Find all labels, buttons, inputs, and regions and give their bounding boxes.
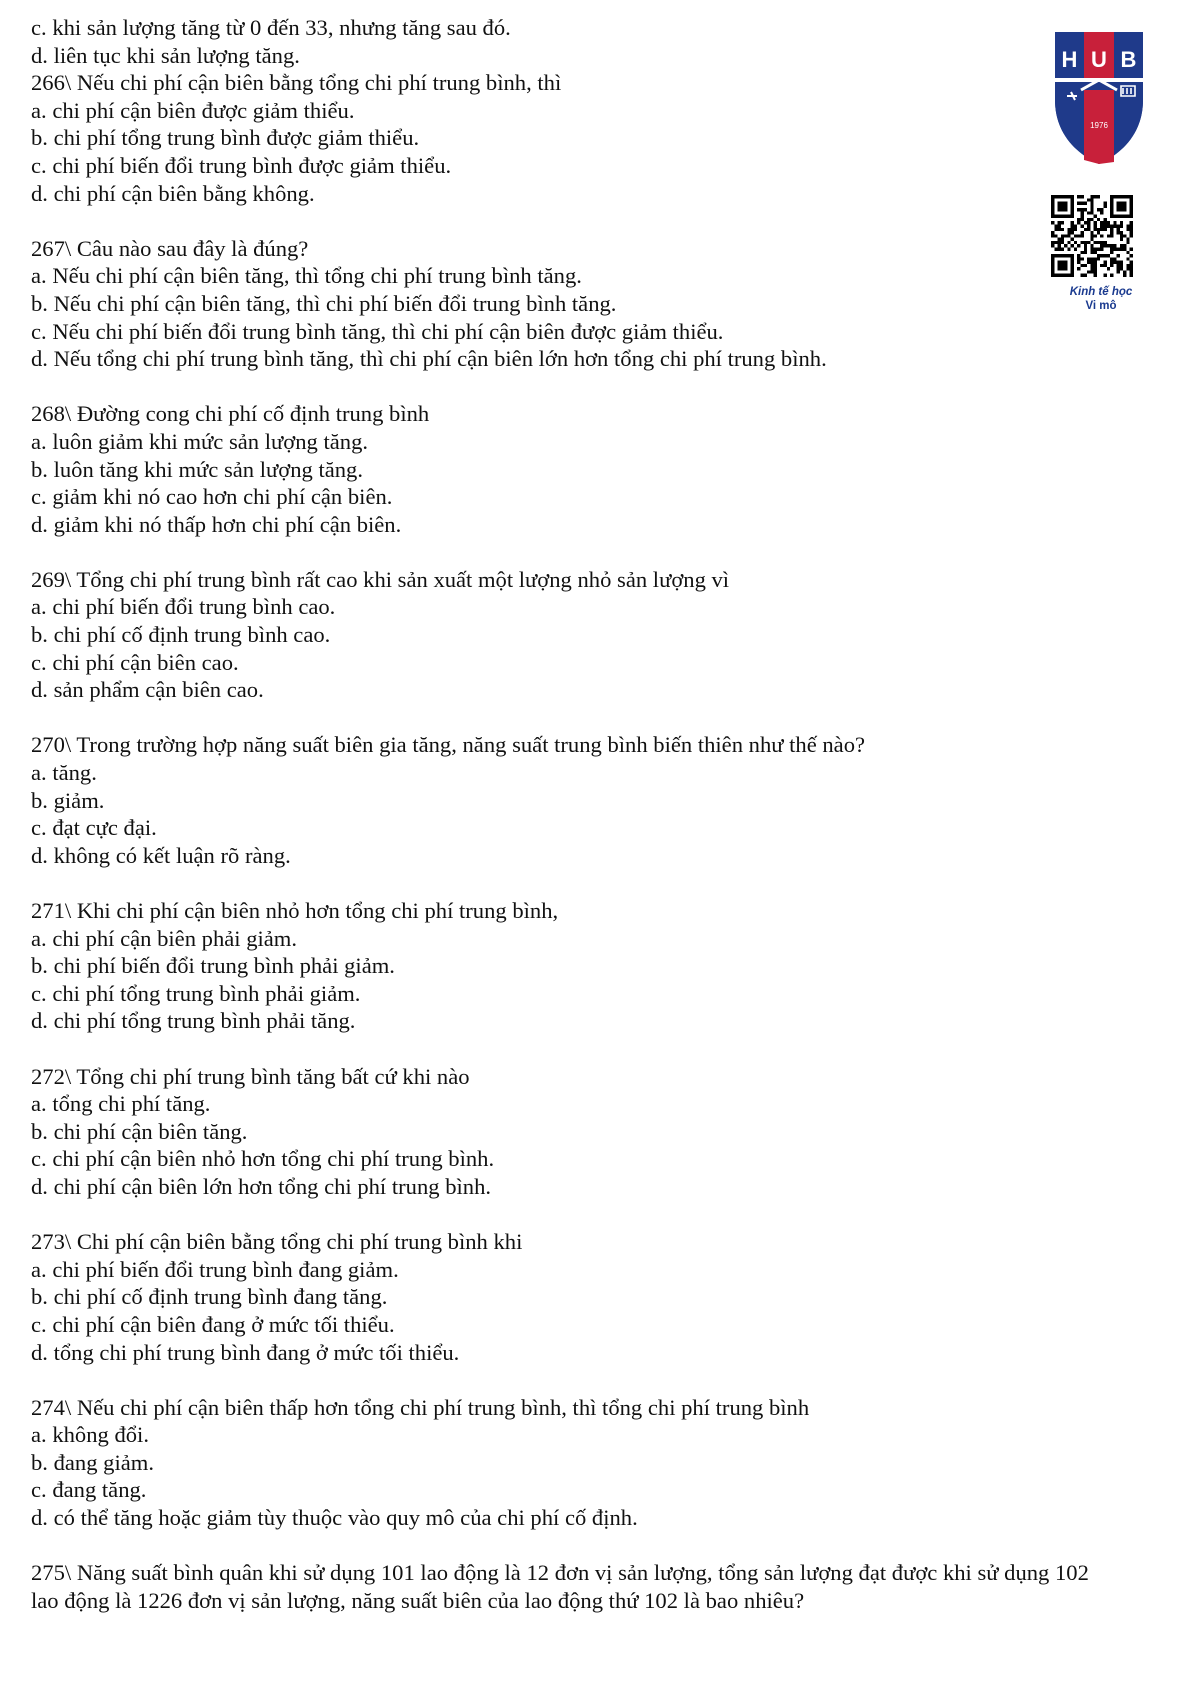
answer-option: c. chi phí cận biên cao.: [31, 649, 239, 675]
question-stem: 266\ Nếu chi phí cận biên bằng tổng chi phí trung bình, thì: [31, 70, 562, 96]
question-list: [31, 69, 1171, 1531]
logo-letter-u: U: [1091, 47, 1107, 72]
question-275: [31, 1559, 1171, 1614]
hub-branding: [1045, 30, 1160, 312]
option-c: c. khi sản lượng tăng từ 0 đến 33, nhưng tăng sau đó.: [31, 15, 511, 40]
answer-option: b. đang giảm.: [31, 1449, 154, 1475]
answer-option: d. chi phí tổng trung bình phải tăng.: [31, 1008, 356, 1034]
answer-option: d. sản phẩm cận biên cao.: [31, 677, 264, 703]
hub-logo-icon: [1051, 30, 1147, 166]
question-block: [31, 897, 1171, 1035]
answer-option: c. đang tăng.: [31, 1477, 147, 1503]
question-stem: 267\ Câu nào sau đây là đúng?: [31, 235, 309, 261]
question-block: [31, 235, 1171, 373]
answer-option: b. giảm.: [31, 787, 105, 813]
answer-option: d. giảm khi nó thấp hơn chi phí cận biên.: [31, 511, 402, 537]
question-stem: 273\ Chi phí cận biên bằng tổng chi phí trung bình khi: [31, 1229, 523, 1255]
answer-option: a. chi phí cận biên phải giảm.: [31, 925, 298, 951]
question-275-line-2: lao động là 1226 đơn vị sản lượng, năng suất biên của lao động thứ 102 là bao nhiêu?: [31, 1587, 805, 1613]
question-block: [31, 1228, 1171, 1366]
answer-option: d. có thể tăng hoặc giảm tùy thuộc vào quy mô của chi phí cố định.: [31, 1505, 638, 1531]
answer-option: b. luôn tăng khi mức sản lượng tăng.: [31, 456, 364, 482]
logo-letter-b: B: [1120, 47, 1137, 72]
answer-option: a. chi phí biến đổi trung bình đang giảm.: [31, 1256, 399, 1282]
question-block: [31, 69, 1171, 207]
carryover-options: [31, 14, 1171, 69]
answer-option: b. Nếu chi phí cận biên tăng, thì chi phí biến đổi trung bình tăng.: [31, 290, 617, 316]
answer-option: c. chi phí biến đổi trung bình được giảm thiểu.: [31, 152, 452, 178]
answer-option: a. không đổi.: [31, 1422, 149, 1448]
question-275-line-1: 275\ Năng suất bình quân khi sử dụng 101 lao động là 12 đơn vị sản lượng, tổng sản lượng đạt được khi sử dụng 102: [31, 1560, 1089, 1586]
subject-caption: [1045, 285, 1157, 313]
answer-option: a. Nếu chi phí cận biên tăng, thì tổng chi phí trung bình tăng.: [31, 263, 582, 289]
logo-year: 1976: [1090, 121, 1108, 130]
answer-option: b. chi phí cố định trung bình đang tăng.: [31, 1284, 388, 1310]
question-block: [31, 566, 1171, 704]
question-stem: 271\ Khi chi phí cận biên nhỏ hơn tổng chi phí trung bình,: [31, 898, 559, 923]
question-stem: 272\ Tổng chi phí trung bình tăng bất cứ khi nào: [31, 1063, 470, 1089]
question-block: [31, 1063, 1171, 1201]
answer-option: c. giảm khi nó cao hơn chi phí cận biên.: [31, 484, 393, 510]
answer-option: b. chi phí biến đổi trung bình phải giảm.: [31, 953, 395, 979]
answer-option: d. tổng chi phí trung bình đang ở mức tối thiểu.: [31, 1339, 460, 1365]
answer-option: c. chi phí cận biên đang ở mức tối thiểu.: [31, 1311, 395, 1337]
question-stem: 274\ Nếu chi phí cận biên thấp hơn tổng chi phí trung bình, thì tổng chi phí trung bình: [31, 1394, 810, 1420]
answer-option: d. chi phí cận biên lớn hơn tổng chi phí trung bình.: [31, 1173, 492, 1199]
answer-option: a. chi phí biến đổi trung bình cao.: [31, 594, 336, 620]
question-stem: 270\ Trong trường hợp năng suất biên gia tăng, năng suất trung bình biến thiên như thế nào?: [31, 732, 866, 758]
caption-line-1: Kinh tế học: [1069, 286, 1133, 298]
answer-option: a. luôn giảm khi mức sản lượng tăng.: [31, 428, 369, 454]
caption-line-2: Vi mô: [1085, 300, 1117, 312]
answer-option: a. tổng chi phí tăng.: [31, 1091, 211, 1117]
answer-option: c. đạt cực đại.: [31, 815, 157, 841]
question-block: [31, 400, 1171, 538]
answer-option: d. chi phí cận biên bằng không.: [31, 180, 315, 206]
logo-letter-h: H: [1061, 47, 1078, 72]
answer-option: d. Nếu tổng chi phí trung bình tăng, thì chi phí cận biên lớn hơn tổng chi phí trung bình.: [31, 346, 827, 372]
answer-option: c. chi phí cận biên nhỏ hơn tổng chi phí trung bình.: [31, 1146, 495, 1172]
answer-option: b. chi phí cố định trung bình cao.: [31, 622, 331, 648]
question-block: [31, 731, 1171, 869]
answer-option: d. không có kết luận rõ ràng.: [31, 842, 291, 868]
answer-option: a. chi phí cận biên được giảm thiểu.: [31, 97, 355, 123]
option-d: d. liên tục khi sản lượng tăng.: [31, 42, 300, 68]
answer-option: a. tăng.: [31, 760, 97, 786]
answer-option: c. chi phí tổng trung bình phải giảm.: [31, 980, 361, 1006]
question-block: [31, 1394, 1171, 1532]
document-body: [31, 14, 1171, 1614]
answer-option: b. chi phí cận biên tăng.: [31, 1118, 248, 1144]
question-stem: 269\ Tổng chi phí trung bình rất cao khi sản xuất một lượng nhỏ sản lượng vì: [31, 566, 730, 592]
answer-option: b. chi phí tổng trung bình được giảm thiểu.: [31, 125, 420, 151]
question-stem: 268\ Đường cong chi phí cố định trung bình: [31, 401, 430, 427]
qr-code-icon: [1051, 195, 1133, 277]
answer-option: c. Nếu chi phí biến đổi trung bình tăng, thì chi phí cận biên được giảm thiểu.: [31, 318, 724, 344]
